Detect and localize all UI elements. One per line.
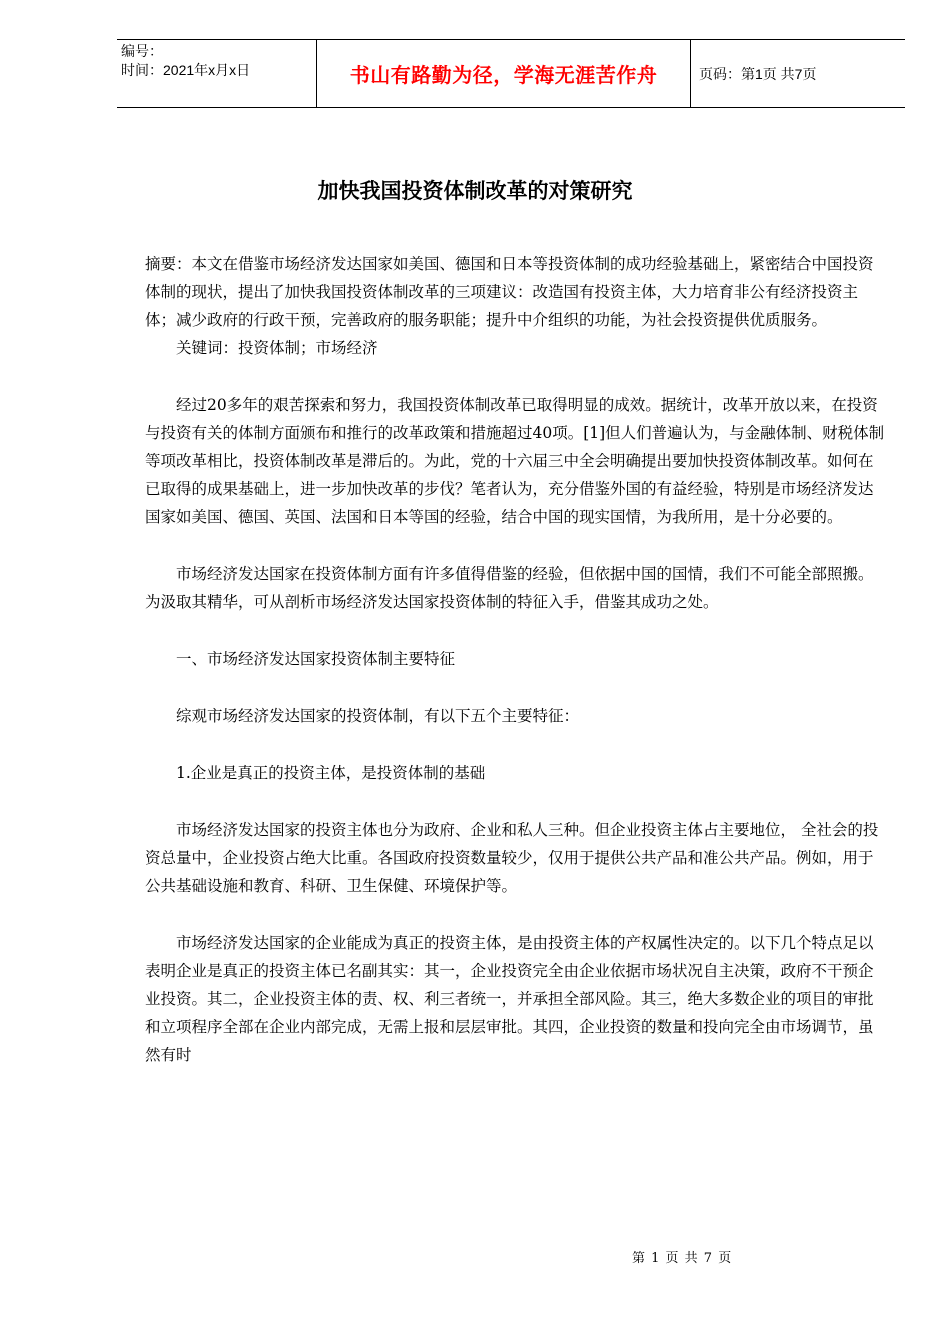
- header-motto: 书山有路勤为径，学海无涯苦作舟: [349, 63, 658, 87]
- body-paragraph-5: 市场经济发达国家的企业能成为真正的投资主体，是由投资主体的产权属性决定的。以下几个特点足以表明企业是真正的投资主体已名副其实：其一，企业投资完全由企业依据市场状况自主决策，政府不干预企业投资。其二，企业投资主体的责、权、利三者统一，并承担全部风险。其三，绝大多数企业的项目的审批和立项程序全部在企业内部完成，无需上报和层层审批。其四，企业投资的数量和投向完全由市场调节，虽然有时: [145, 934, 874, 1064]
- serial-number-label: 编号：: [121, 43, 163, 59]
- body-paragraph-3: 综观市场经济发达国家的投资体制，有以下五个主要特征：: [176, 707, 580, 725]
- body-paragraph-2: 市场经济发达国家在投资体制方面有许多值得借鉴的经验，但依据中国的国情，我们不可能全部照搬。为汲取其精华，可从剖析市场经济发达国家投资体制的特征入手，借鉴其成功之处。: [145, 565, 874, 611]
- header-motto-cell: [316, 40, 691, 107]
- page-footer-number: 第 1 页 共 7 页: [632, 1251, 733, 1266]
- header-page-code: 页码：第1页 共7页: [699, 65, 817, 82]
- document-body: [145, 250, 887, 1069]
- body-paragraph-4: 市场经济发达国家的投资主体也分为政府、企业和私人三种。但企业投资主体占主要地位， 全社会的投资总量中，企业投资占绝大比重。各国政府投资数量较少，仅用于提供公共产品和准公共产品。例如，用于公共基础设施和教育、科研、卫生保健、环境保护等。: [145, 821, 879, 895]
- document-title: 加快我国投资体制改革的对策研究: [317, 179, 633, 203]
- header-meta-cell: [117, 40, 316, 107]
- body-paragraph-1: 经过20多年的艰苦探索和努力，我国投资体制改革已取得明显的成效。据统计，改革开放以来，在投资与投资有关的体制方面颁布和推行的改革政策和措施超过40项。[1]但人们普遍认为，与金融体制、财税体制等项改革相比，投资体制改革是滞后的。为此，党的十六届三中全会明确提出要加快投资体制改革。如何在已取得的成果基础上，进一步加快改革的步伐？笔者认为，充分借鉴外国的有益经验，特别是市场经济发达国家如美国、德国、英国、法国和日本等国的经验，结合中国的现实国情，为我所用，是十分必要的。: [145, 396, 885, 526]
- section-heading-1: 一、市场经济发达国家投资体制主要特征: [176, 650, 456, 668]
- keywords-line: 关键词：投资体制；市场经济: [176, 339, 378, 357]
- abstract-paragraph: 摘要：本文在借鉴市场经济发达国家如美国、德国和日本等投资体制的成功经验基础上，紧密结合中国投资体制的现状，提出了加快我国投资体制改革的三项建议：改造国有投资主体，大力培育非公有经济投资主体；减少政府的行政干预，完善政府的服务职能；提升中介组织的功能，为社会投资提供优质服务。: [145, 255, 874, 329]
- subsection-heading-1: 1.企业是真正的投资主体，是投资体制的基础: [176, 764, 486, 782]
- document-header: [117, 39, 905, 108]
- time-label: 时间：2021年x月x日: [121, 62, 251, 78]
- header-page-cell: [691, 40, 905, 107]
